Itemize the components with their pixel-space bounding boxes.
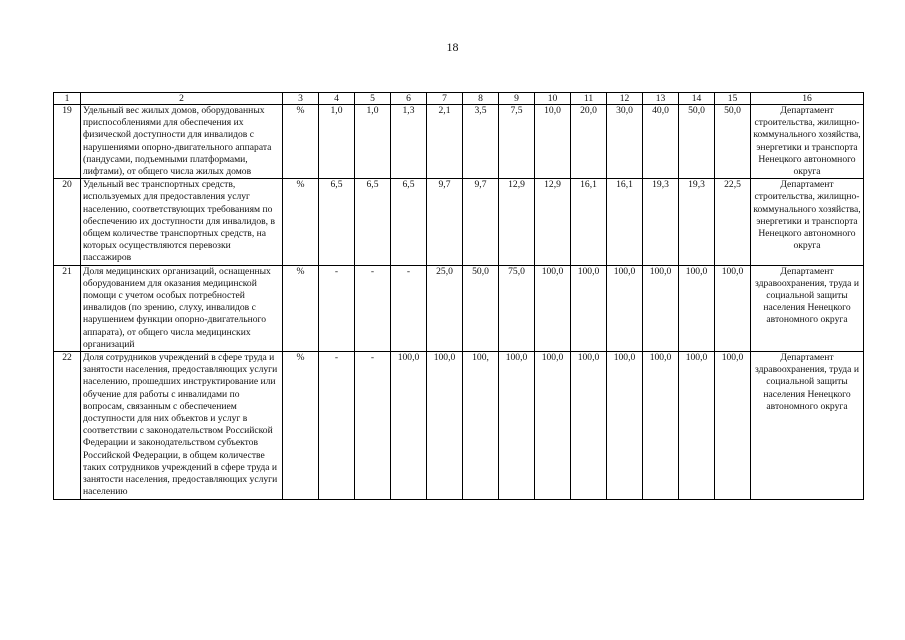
indicator-description: Доля сотрудников учреждений в сфере труда и занятости населения, предоставляющих услуги населению, прошедших инструктирование или обучение для работы с инвалидами по вопросам, связанным с обеспечением доступности для них объектов и услуг в соответствии с законодательством Российской Федерации и законодательством субъектов Российской Федерации, в общем количестве таких сотрудников учреждений в сфере труда и занятости населения, предоставляющих услуги населению: [81, 352, 283, 499]
value-cell: 100,0: [643, 352, 679, 499]
value-cell: -: [319, 265, 355, 351]
row-number: 22: [54, 352, 81, 499]
page-number: 18: [446, 40, 459, 54]
responsible-department: Департамент здравоохранения, труда и социальной защиты населения Ненецкого автономного округа: [751, 352, 864, 499]
value-cell: 19,3: [643, 179, 679, 265]
value-cell: 50,0: [715, 105, 751, 179]
header-row: [54, 93, 864, 105]
value-cell: 9,7: [427, 179, 463, 265]
value-cell: 50,0: [463, 265, 499, 351]
value-cell: 50,0: [679, 105, 715, 179]
value-cell: 100,0: [535, 265, 571, 351]
value-cell: -: [319, 352, 355, 499]
value-cell: 2,1: [427, 105, 463, 179]
value-cell: 100,0: [499, 352, 535, 499]
header-cell: 11: [571, 93, 607, 105]
header-cell: 4: [319, 93, 355, 105]
table-row: [54, 352, 864, 499]
header-cell: 14: [679, 93, 715, 105]
value-cell: 20,0: [571, 105, 607, 179]
header-cell: 6: [391, 93, 427, 105]
value-cell: 100,: [463, 352, 499, 499]
header-cell: 15: [715, 93, 751, 105]
value-cell: 100,0: [607, 265, 643, 351]
header-cell: 2: [81, 93, 283, 105]
value-cell: 100,0: [427, 352, 463, 499]
value-cell: 30,0: [607, 105, 643, 179]
value-cell: 6,5: [391, 179, 427, 265]
header-cell: 5: [355, 93, 391, 105]
value-cell: 100,0: [391, 352, 427, 499]
header-cell: 3: [283, 93, 319, 105]
value-cell: -: [391, 265, 427, 351]
indicator-description: Доля медицинских организаций, оснащенных оборудованием для оказания медицинской помощи с учетом особых потребностей инвалидов (по зрению, слуху, инвалидов с нарушением функции опорно-двигательного аппарата), от общего числа медицинских организаций: [81, 265, 283, 351]
unit-cell: %: [283, 265, 319, 351]
value-cell: 16,1: [607, 179, 643, 265]
unit-cell: %: [283, 105, 319, 179]
value-cell: 100,0: [571, 265, 607, 351]
value-cell: 1,3: [391, 105, 427, 179]
unit-cell: %: [283, 352, 319, 499]
value-cell: 100,0: [535, 352, 571, 499]
indicator-description: Удельный вес жилых домов, оборудованных приспособлениями для обеспечения их физической доступности для инвалидов с нарушениями опорно-двигательного аппарата (пандусами, подъемными платформами, лифтами), от общего числа жилых домов: [81, 105, 283, 179]
header-cell: 13: [643, 93, 679, 105]
indicator-description: Удельный вес транспортных средств, используемых для предоставления услуг населению, соответствующих требованиям по обеспечению их доступности для инвалидов, в общем количестве транспортных средств, на которых осуществляются перевозки пассажиров: [81, 179, 283, 265]
row-number: 19: [54, 105, 81, 179]
header-cell: 7: [427, 93, 463, 105]
table-row: [54, 265, 864, 351]
value-cell: 100,0: [607, 352, 643, 499]
header-cell: 10: [535, 93, 571, 105]
value-cell: 12,9: [499, 179, 535, 265]
header-cell: 12: [607, 93, 643, 105]
value-cell: -: [355, 265, 391, 351]
row-number: 21: [54, 265, 81, 351]
value-cell: 12,9: [535, 179, 571, 265]
value-cell: 100,0: [679, 352, 715, 499]
value-cell: 6,5: [319, 179, 355, 265]
indicators-table: [53, 92, 864, 500]
value-cell: 25,0: [427, 265, 463, 351]
header-cell: 16: [751, 93, 864, 105]
value-cell: 9,7: [463, 179, 499, 265]
value-cell: 1,0: [319, 105, 355, 179]
value-cell: 75,0: [499, 265, 535, 351]
value-cell: 100,0: [571, 352, 607, 499]
responsible-department: Департамент здравоохранения, труда и социальной защиты населения Ненецкого автономного округа: [751, 265, 864, 351]
value-cell: 1,0: [355, 105, 391, 179]
value-cell: 7,5: [499, 105, 535, 179]
header-cell: 8: [463, 93, 499, 105]
header-cell: 1: [54, 93, 81, 105]
value-cell: 16,1: [571, 179, 607, 265]
table-row: [54, 179, 864, 265]
value-cell: 22,5: [715, 179, 751, 265]
table-row: [54, 105, 864, 179]
responsible-department: Департамент строительства, жилищно-коммунального хозяйства, энергетики и транспорта Ненецкого автономного округа: [751, 105, 864, 179]
value-cell: 100,0: [715, 265, 751, 351]
value-cell: -: [355, 352, 391, 499]
value-cell: 100,0: [715, 352, 751, 499]
value-cell: 100,0: [679, 265, 715, 351]
value-cell: 100,0: [643, 265, 679, 351]
responsible-department: Департамент строительства, жилищно-коммунального хозяйства, энергетики и транспорта Ненецкого автономного округа: [751, 179, 864, 265]
value-cell: 6,5: [355, 179, 391, 265]
header-cell: 9: [499, 93, 535, 105]
row-number: 20: [54, 179, 81, 265]
value-cell: 40,0: [643, 105, 679, 179]
value-cell: 10,0: [535, 105, 571, 179]
value-cell: 19,3: [679, 179, 715, 265]
unit-cell: %: [283, 179, 319, 265]
value-cell: 3,5: [463, 105, 499, 179]
